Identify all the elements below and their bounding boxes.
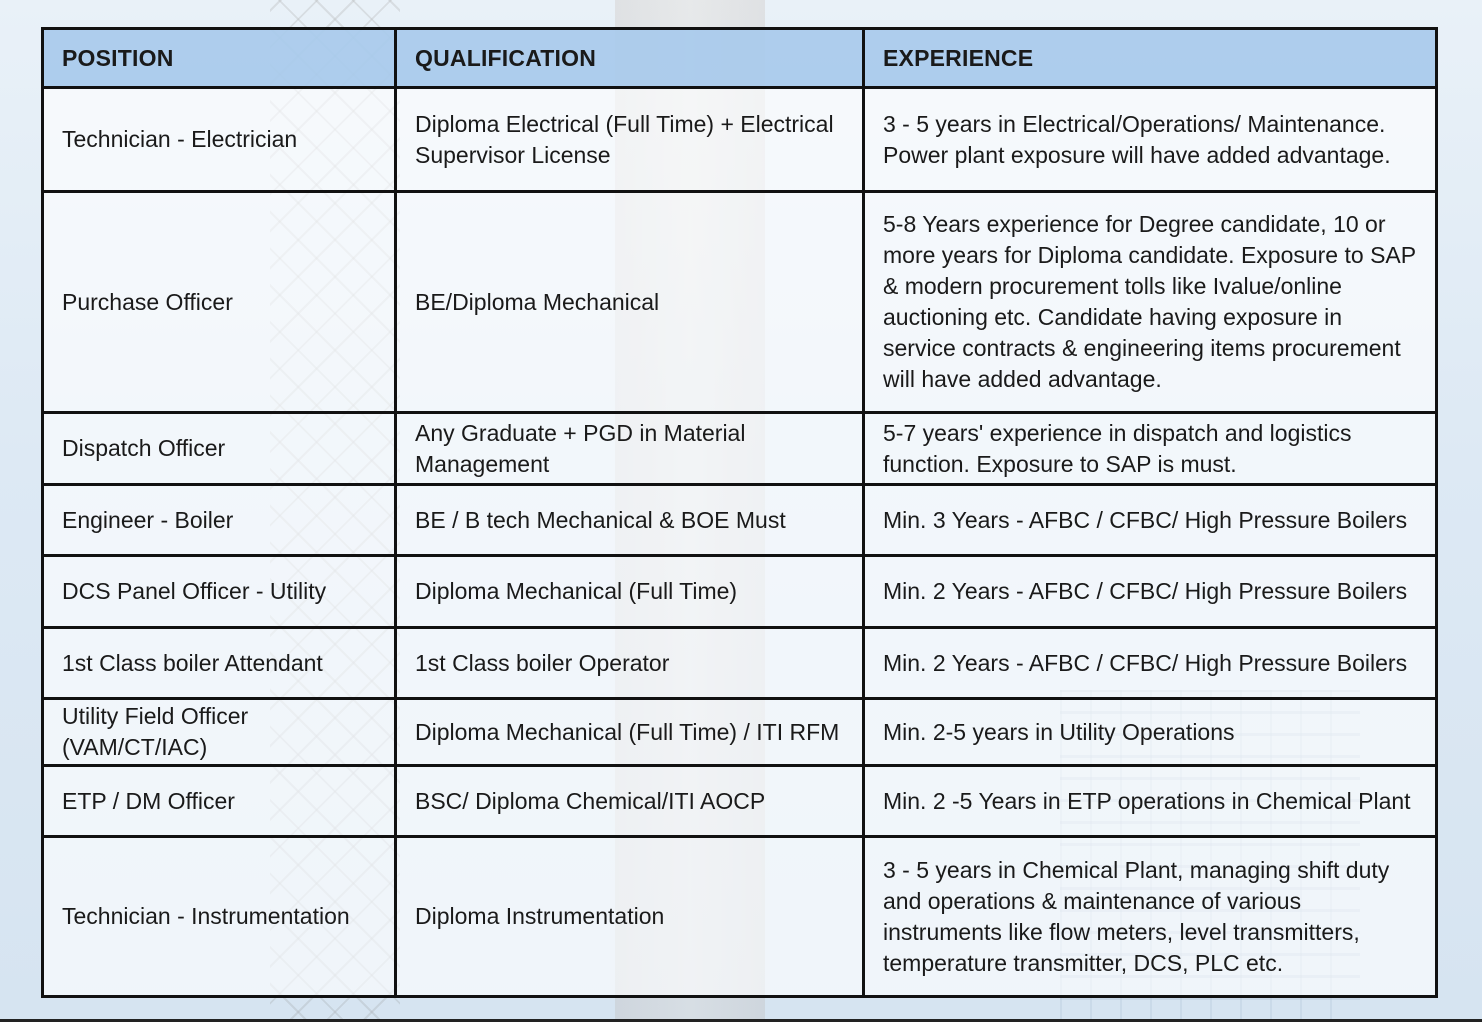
cell-position: Utility Field Officer (VAM/CT/IAC) xyxy=(43,699,396,766)
cell-experience: Min. 3 Years - AFBC / CFBC/ High Pressure Boilers xyxy=(864,485,1437,556)
cell-qualification: Diploma Mechanical (Full Time) / ITI RFM xyxy=(396,699,864,766)
cell-qualification: 1st Class boiler Operator xyxy=(396,628,864,699)
header-qualification: QUALIFICATION xyxy=(396,29,864,88)
cell-qualification: Diploma Electrical (Full Time) + Electrical Supervisor License xyxy=(396,88,864,192)
cell-experience: 3 - 5 years in Chemical Plant, managing shift duty and operations & maintenance of various instruments like flow meters, level transmitters, temperature transmitter, DCS, PLC etc. xyxy=(864,837,1437,997)
cell-position: Dispatch Officer xyxy=(43,413,396,485)
cell-position: DCS Panel Officer - Utility xyxy=(43,556,396,628)
cell-experience: Min. 2 Years - AFBC / CFBC/ High Pressure Boilers xyxy=(864,556,1437,628)
cell-experience: 5-7 years' experience in dispatch and logistics function. Exposure to SAP is must. xyxy=(864,413,1437,485)
job-openings-table xyxy=(41,27,1438,998)
table-row xyxy=(43,192,1437,413)
cell-position: 1st Class boiler Attendant xyxy=(43,628,396,699)
header-experience: EXPERIENCE xyxy=(864,29,1437,88)
cell-experience: Min. 2-5 years in Utility Operations xyxy=(864,699,1437,766)
table-row xyxy=(43,766,1437,837)
table-row xyxy=(43,485,1437,556)
cell-position: Purchase Officer xyxy=(43,192,396,413)
cell-position: Engineer - Boiler xyxy=(43,485,396,556)
cell-qualification: BE / B tech Mechanical & BOE Must xyxy=(396,485,864,556)
cell-qualification: Diploma Mechanical (Full Time) xyxy=(396,556,864,628)
cell-experience: Min. 2 -5 Years in ETP operations in Chemical Plant xyxy=(864,766,1437,837)
cell-position: Technician - Electrician xyxy=(43,88,396,192)
cell-qualification: Any Graduate + PGD in Material Management xyxy=(396,413,864,485)
table-row xyxy=(43,556,1437,628)
cell-experience: Min. 2 Years - AFBC / CFBC/ High Pressure Boilers xyxy=(864,628,1437,699)
cell-experience: 3 - 5 years in Electrical/Operations/ Maintenance. Power plant exposure will have added advantage. xyxy=(864,88,1437,192)
table-row xyxy=(43,88,1437,192)
cell-qualification: BSC/ Diploma Chemical/ITI AOCP xyxy=(396,766,864,837)
cell-qualification: Diploma Instrumentation xyxy=(396,837,864,997)
table-row xyxy=(43,628,1437,699)
table-header-row xyxy=(43,29,1437,88)
cell-qualification: BE/Diploma Mechanical xyxy=(396,192,864,413)
cell-experience: 5-8 Years experience for Degree candidate, 10 or more years for Diploma candidate. Exposure to SAP & modern procurement tolls like Ivalue/online auctioning etc. Candidate having exposure in service contracts & engineering items procurement will have added advantage. xyxy=(864,192,1437,413)
cell-position: ETP / DM Officer xyxy=(43,766,396,837)
header-position: POSITION xyxy=(43,29,396,88)
cell-position: Technician - Instrumentation xyxy=(43,837,396,997)
table-row xyxy=(43,413,1437,485)
table-row xyxy=(43,699,1437,766)
table-row xyxy=(43,837,1437,997)
